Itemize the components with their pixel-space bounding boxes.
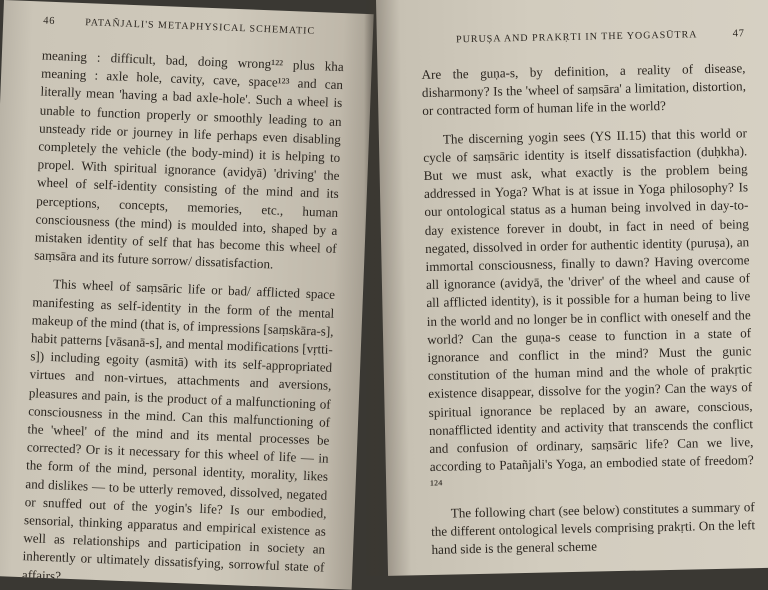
left-running-title: PATAÑJALI'S METAPHYSICAL SCHEMATIC (84, 17, 316, 37)
left-paragraph-1: meaning : difficult, bad, doing wrong¹²² plus kha meaning : axle hole, cavity, cave, space¹²³ and can literally mean 'having a bad axle-hole'. Such a wheel is unable to function properly or smoothly leading to an unsteady ride or journey in life perhaps even disabling completely the vehicle (the body-mind) it is helping to propel. With spiritual ignorance (avidyā) 'driving' the wheel of self-identity consisting of the mind and its perceptions, concepts, memories, etc., human consciousness (the mind) is moulded into, shaped by a mistaken identity of self that has become this wheel of saṃsāra and its future sorrow/ dissatisfaction. (33, 47, 344, 272)
right-running-head (421, 28, 745, 46)
left-page-number: 46 (43, 15, 56, 27)
left-paragraph-2: This wheel of saṃsāric life or bad/ afflicted space manifesting as self-identity in the form of the mental makeup of the mind (that is, of impressions [saṃskāra-s], habit patterns [vāsanā-s], and mental modifications [vṛtti-s]) including egoity (asmitā) with its self-appropriated virtues and non-virtues, attachments and aversions, pleasures and pain, is the product of a malfunctioning of consciousness in the mind. Can this malfunctioning of the 'wheel' of the mind and its mental processes be corrected? Or is it necessary for this wheel of life — in the form of the mind, personal identity, morality, likes and dislikes — to be utterly removed, dissolved, negated or snuffed out of the yogin's life? Is our embodied, sensorial, thinking apparatus and empirical existence as well as relationships and participation in society an inherently or ultimately dissatisfying, sorrowful state of affairs? (21, 276, 336, 584)
right-paragraph-1: Are the guṇa-s, by definition, a reality of disease, disharmony? Is the 'wheel of saṃsāra' a limitation, distortion, or contracted form of human life in the world? (421, 60, 747, 119)
right-paragraph-2: The discerning yogin sees (YS II.15) that this world or cycle of saṃsāric identity is itself dissatisfaction (duḥkha). But we must ask, what exactly is the problem being addressed in Yoga? What is at issue in Yoga philosophy? Is our ontological status as a human being involved in day-to-day existence forever in doubt, in fact in need of being negated, dissolved in order for authentic identity (puruṣa), an immortal consciousness, finally to dawn? Having overcome all ignorance (avidyā, the 'driver' of the wheel and cause of all afflicted identity), is it possible for a human being to live in the world and no longer be in conflict with oneself and the world? Can the guṇa-s cease to function in a state of ignorance and conflict in the mind? Must the gunic constitution of the human mind and the whole of prakṛtic existence disappear, dissolve for the yogin? Can the ways of spiritual ignorance be replaced by an aware, conscious, nonafflicted identity and activity that transcends the conflict and confusion of ordinary, saṃsāric life? Can we live, according to Patañjali's Yoga, an embodied state of freedom?¹²⁴ (423, 124, 754, 493)
right-running-title: PURUṢA AND PRAKṚTI IN THE YOGASŪTRA (455, 29, 698, 46)
right-paragraph-3: The following chart (see below) constitutes a summary of the different ontological levels comprising prakṛti. On the left hand side is the general scheme (430, 498, 756, 558)
right-page-number: 47 (732, 28, 745, 40)
right-page (376, 0, 768, 576)
left-page (0, 0, 374, 590)
left-running-head (43, 16, 345, 39)
